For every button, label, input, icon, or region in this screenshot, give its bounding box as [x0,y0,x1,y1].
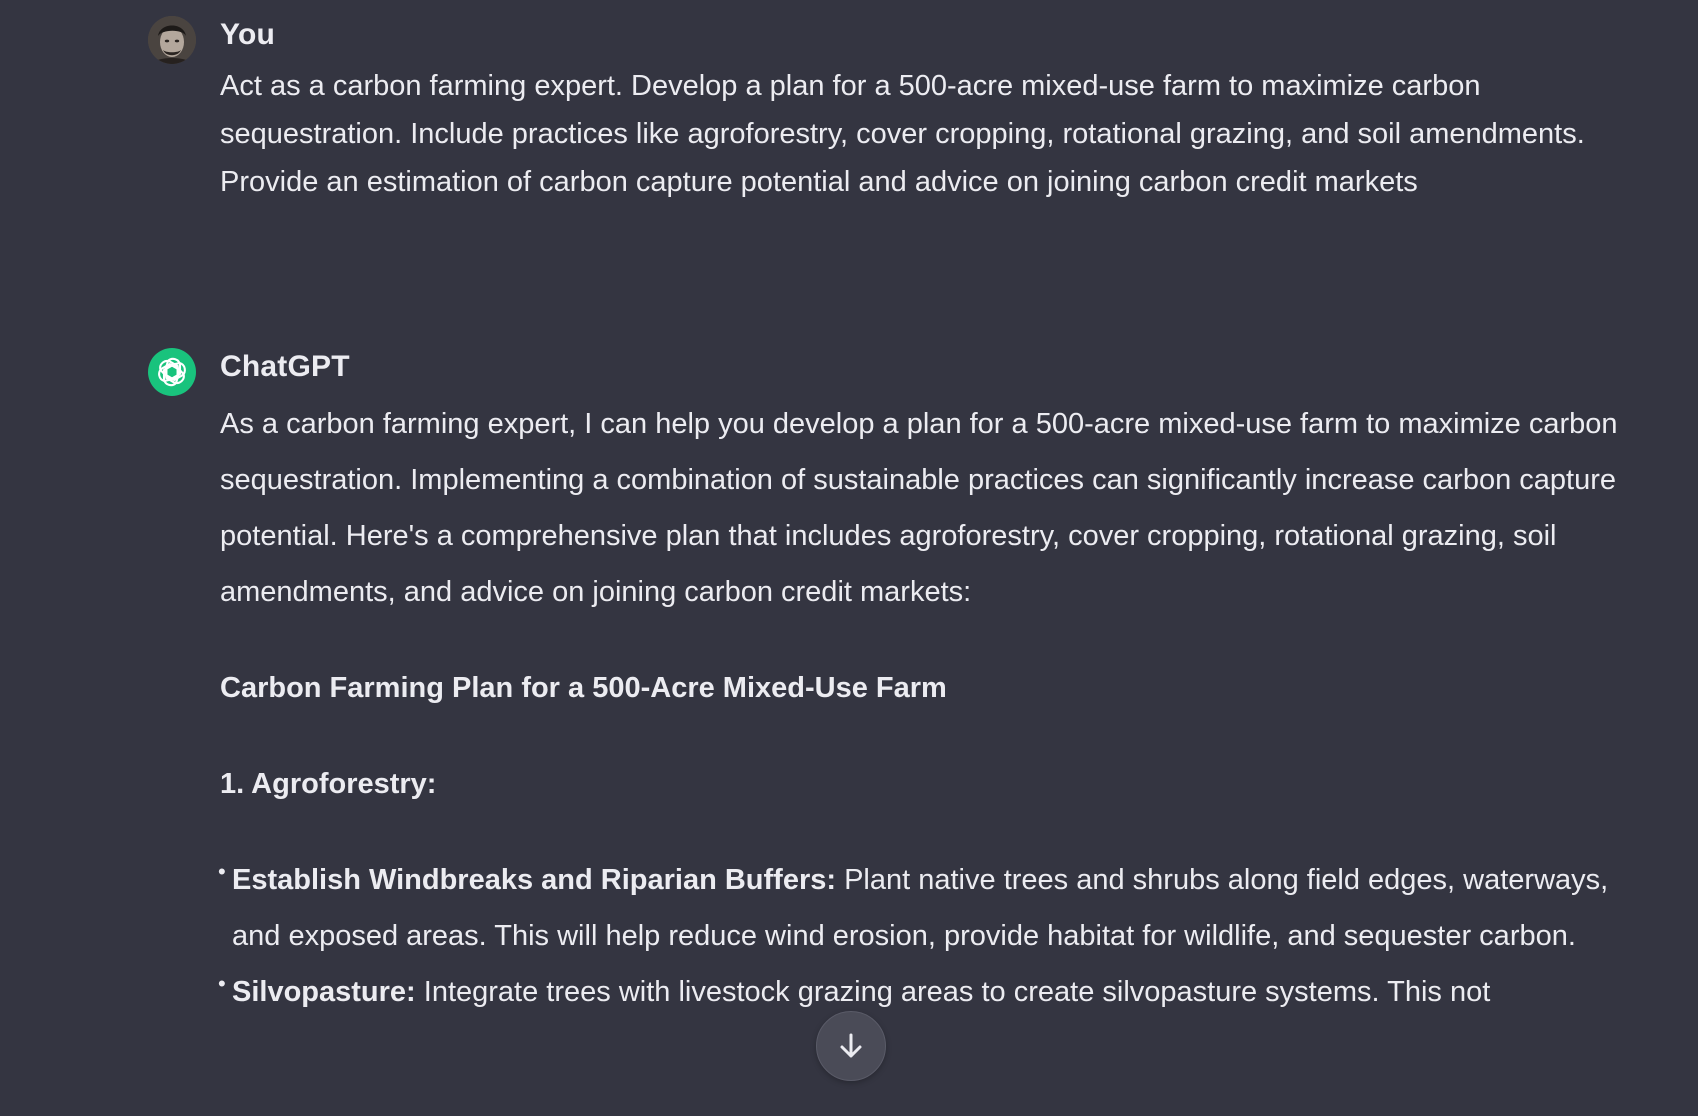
user-message-text: Act as a carbon farming expert. Develop a plan for a 500-acre mixed-use farm to maximize carbon sequestration. Include practices like agroforestry, cover cropping, rotational grazing, and soil amendments. Provide an estimation of carbon capture potential and advice on joining carbon credit markets [220,70,1585,198]
section-title-agroforestry: 1. Agroforestry: [220,768,437,800]
agroforestry-bullet-list [220,852,1638,1020]
bullet-icon: • [218,971,226,996]
assistant-message-body [220,396,1638,1020]
assistant-intro-paragraph: As a carbon farming expert, I can help you develop a plan for a 500-acre mixed-use farm to maximize carbon sequestration. Implementing a combination of sustainable practices can significantly increase carbon capture potential. Here's a comprehensive plan that includes agroforestry, cover cropping, rotational grazing, soil amendments, and advice on joining carbon credit markets: [220,408,1618,608]
list-item-text: Integrate trees with livestock grazing areas to create silvopasture systems. This not [415,976,1491,1008]
assistant-author-name: ChatGPT [220,350,350,383]
list-item-text: Plant native trees and shrubs along field edges, waterways, and exposed areas. This will help reduce wind erosion, provide habitat for wildlife, and sequester carbon. [232,864,1609,952]
bullet-icon: • [218,859,226,884]
scroll-to-bottom-button[interactable] [816,1011,886,1081]
user-author-name: You [220,18,276,51]
plan-heading: Carbon Farming Plan for a 500-Acre Mixed-Use Farm [220,672,947,704]
list-item [218,852,1638,964]
arrow-down-icon [836,1031,866,1061]
assistant-avatar [148,348,196,396]
openai-logo-icon [155,355,189,389]
user-avatar [148,16,196,64]
user-photo-avatar [148,16,196,64]
list-item [218,964,1638,1020]
list-item-term: Silvopasture: [232,976,416,1008]
list-item-term: Establish Windbreaks and Riparian Buffers: [232,864,837,896]
